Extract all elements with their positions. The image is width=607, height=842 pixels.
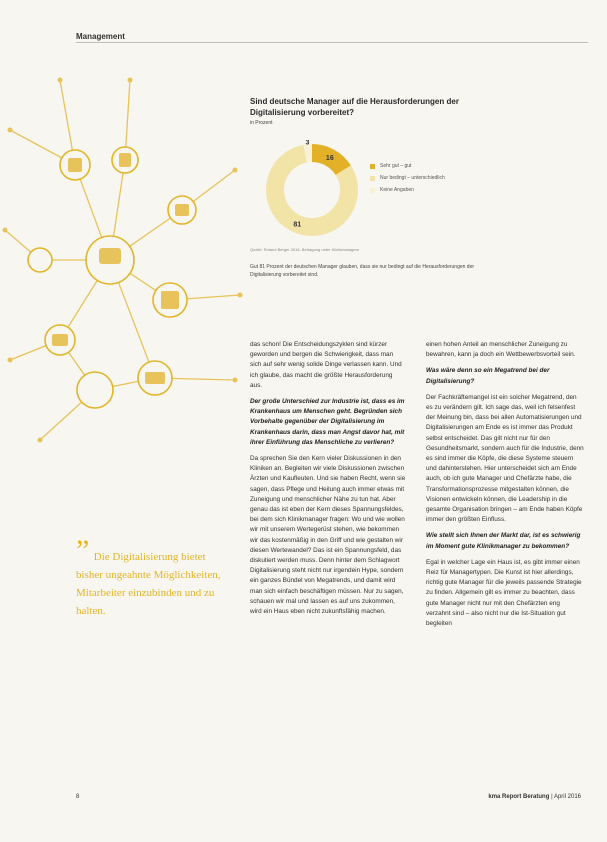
article-column-1 (250, 340, 406, 623)
quote-mark-icon: ” (76, 534, 90, 567)
legend-item (370, 172, 445, 184)
footer-info (488, 794, 581, 800)
legend-label: Sehr gut – gut (380, 163, 412, 169)
chart-source: Quelle: Roland Berger 2016, Befragung unter Klinikmanagern (250, 247, 360, 252)
paragraph: Da sprechen Sie den Kern vieler Diskussionen in den Kliniken an. Begleiten wir viele Diskussionen zwischen Ärzten und Kaufleuten. Und sie haben Recht, wenn sie sagen, dass Pflege und Heilung auch immer etwas mit Zuneigung und menschlicher Nähe zu tun hat. Aber genau das ist eben der Kern dieses Spannungsfeldes, bei dem sich Klinikmanager fragen: Wo und wie wollen wir mit unserem Wertegerüst stehen, wie bekommen wir das kostenmäßig in den Griff und wie gestalten wir diesen Wertewandel? Das ist ein Spannungsfeld, das diskutiert werden muss. Denn hinter dem Schlagwort Digitalisierung steht nicht nur irgendein Hype, sondern ein ganzes Bündel von Megatrends, und damit wird man sich einfach beschäftigen müssen. Nur zu sagen, schauen wir mal und lassen es auf uns zukommen, wird ein Haus eben nicht zukunftsfähig machen. (250, 455, 406, 616)
legend-swatch (370, 176, 375, 181)
paragraph: Der Fachkräftemangel ist ein solcher Megatrend, den es zu verändern gilt. Ich sage das, weil ich felsenfest der Meinung bin, dass bei allen Automatisierungen und Digitalisierungen am Ende es ist immer das Produkt selbst entscheidet. Das gilt nicht nur für den Gesundheitsmarkt, sondern auch für die Industrie, denn es sind immer die Köpfe, die diese Systeme steuern und dahinterstehen. Hier unterscheidet sich am Ende auch, ob ich gute Manager und Chefärzte habe, die Transformationsprozesse mitgestalten können, die Visionen entwickeln können, die Leadership in die gesamte Organisation bringen – am Ende haben Köpfe immer den größten Einfluss. (426, 393, 584, 524)
chart-subtitle: in Prozent (250, 120, 273, 126)
page-number: 8 (76, 794, 80, 800)
legend-item (370, 160, 445, 172)
interview-question: Was wäre denn so ein Megatrend bei der Digitalisierung? (426, 367, 550, 385)
footer-separator: | (551, 794, 554, 800)
footer-brand: kma Report Beratung (488, 794, 550, 800)
chart-title: Sind deutsche Manager auf die Herausforderungen der Digitalisierung vorbereitet? (250, 97, 459, 117)
chart-legend (370, 160, 445, 196)
pull-quote (76, 534, 226, 619)
legend-item (370, 184, 445, 196)
quote-text: Die Digitalisierung bietet bisher ungeahnte Möglichkeiten, Mitarbeiter einzubinden und zu halten. (76, 551, 221, 617)
paragraph: Egal in welcher Lage ein Haus ist, es gibt immer einen Reiz für Managertypen. Die Kunst ist hier allerdings, richtig gute Manager für die jeweils passende Strategie zu finden. Allgemein gilt es immer zu beachten, dass gute Manager nicht nur mit den Chefärzten eng verzahnt sind – also nicht nur die Ist-Situation gut begleiten (426, 558, 582, 628)
paragraph: das schon! Die Entscheidungszyklen sind kürzer geworden und bergen die Schwierigkeit, dass man sich auf sehr wenig solide Dinge verlassen kann. Und ich glaube, das macht die größte Herausforderung aus. (250, 341, 402, 389)
legend-label: Keine Angaben (380, 187, 414, 193)
section-label: Management (76, 32, 125, 41)
paragraph: einen hohen Anteil an menschlicher Zuneigung zu bewahren, kann ja doch ein Wettbewerbsvorteil sein. (426, 341, 576, 359)
donut-slice-label: 16 (325, 155, 334, 163)
legend-swatch (370, 164, 375, 169)
header-divider (76, 42, 588, 43)
legend-label: Nur bedingt – unterschiedlich (380, 175, 445, 181)
legend-swatch (370, 188, 375, 193)
chart-caption: Gut 81 Prozent der deutschen Manager glauben, dass sie nur bedingt auf die Herausforderungen der Digitalisierung vorbereitet sind. (250, 264, 475, 278)
donut-slice-label: 3 (305, 140, 310, 147)
interview-question: Der große Unterschied zur Industrie ist, dass es im Krankenhaus um Menschen geht. Begründen sich Vorbehalte gegenüber der Digitalisierung im Krankenhaus darin, dass man Angst davor hat, mit ihrer Einführung das Menschliche zu verlieren? (250, 398, 405, 446)
article-column-2 (426, 340, 584, 635)
footer-date: April 2016 (553, 794, 581, 800)
network-illustration (0, 60, 250, 500)
interview-question: Wie stellt sich Ihnen der Markt dar, ist es schwierig im Moment gute Klinikmanager zu bekommen? (426, 532, 581, 550)
donut-slice-label: 81 (293, 221, 302, 229)
donut-chart (262, 140, 362, 240)
